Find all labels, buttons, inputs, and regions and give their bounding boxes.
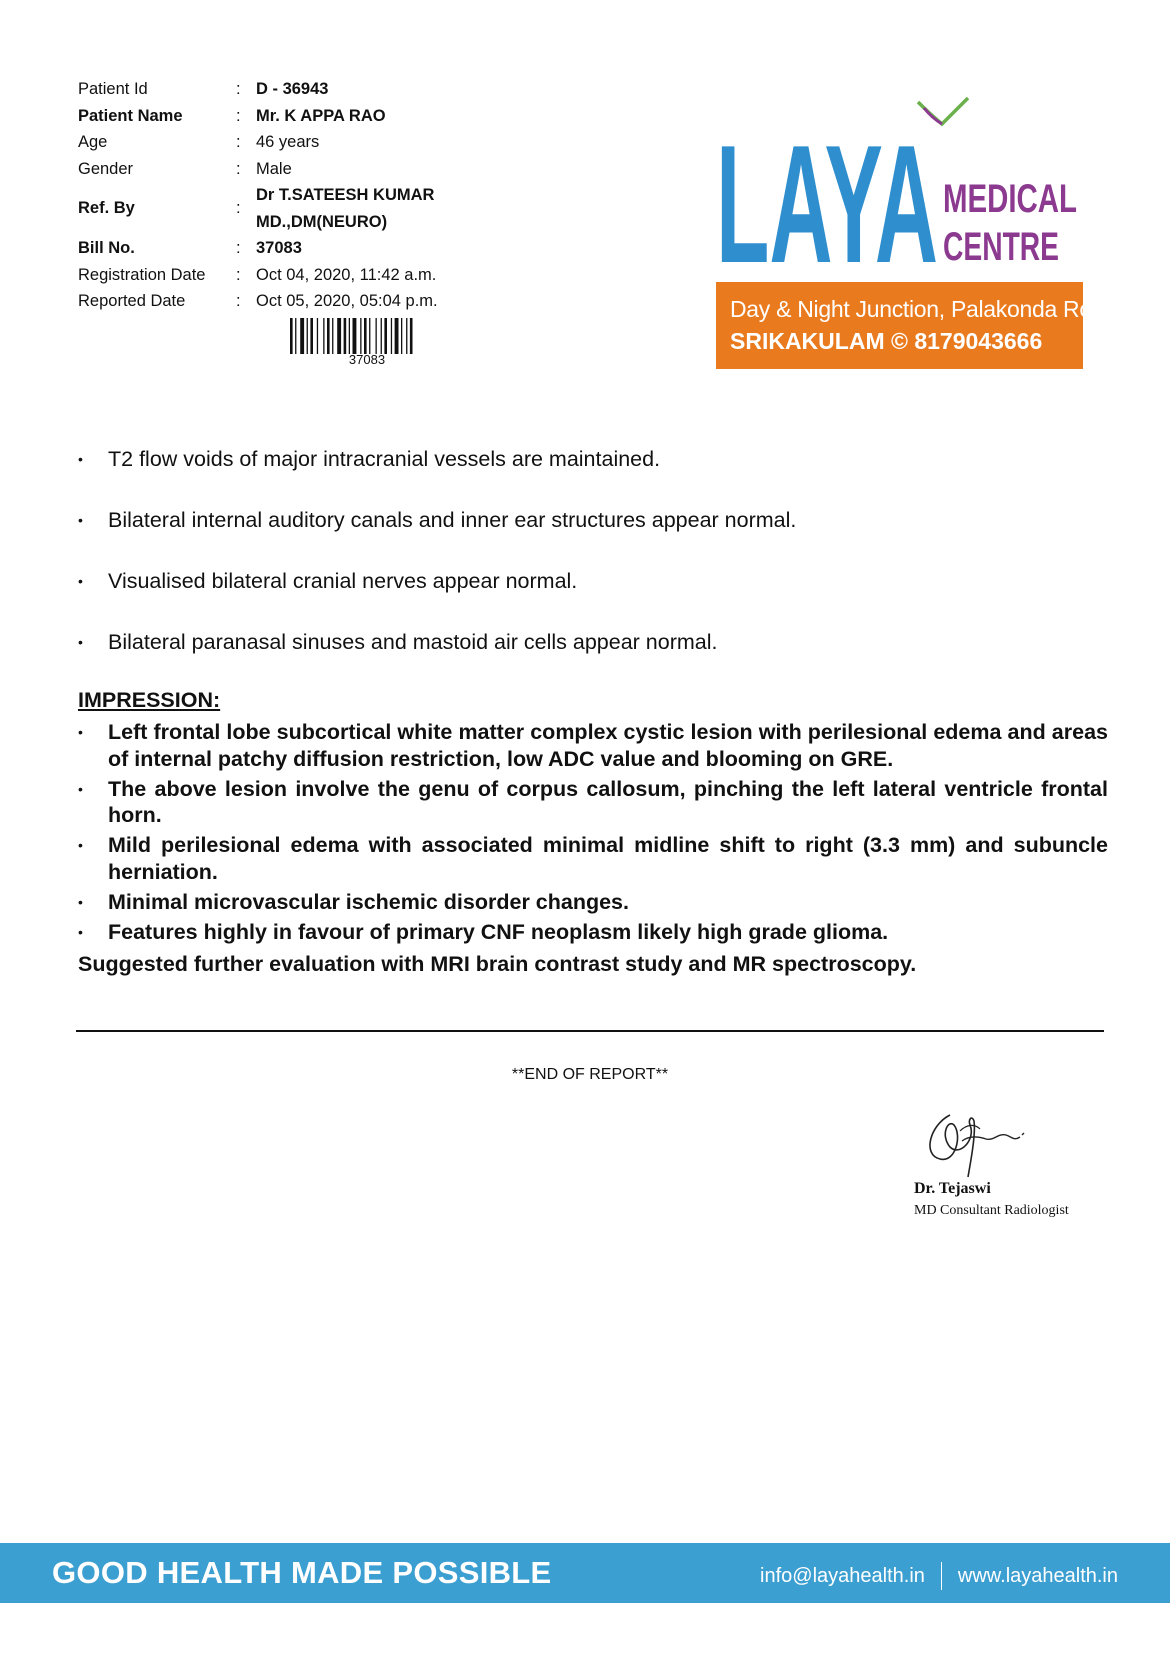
registration-date-row: [78, 262, 438, 289]
footer-email[interactable]: info@layahealth.in: [760, 1564, 925, 1587]
barcode-bar: [349, 318, 350, 354]
logo-city-phone: SRIKAKULAM © 8179043666: [730, 328, 1043, 354]
logo-line1: MEDICAL: [943, 177, 1077, 221]
age-row: [78, 129, 438, 156]
barcode-bar: [290, 318, 293, 354]
barcode-bar: [401, 318, 402, 354]
logo-address: Day & Night Junction, Palakonda Road,: [730, 296, 1123, 322]
footer-website[interactable]: www.layahealth.in: [957, 1564, 1118, 1587]
footer-separator: [941, 1562, 942, 1590]
impression-item: • Mild perilesional edema with associated minimal midline shift to right (3.3 mm) and subuncle herniation.: [78, 832, 1108, 885]
end-of-report: **END OF REPORT**: [511, 1066, 669, 1083]
barcode-bar: [323, 318, 324, 354]
registration-date-label: Registration Date: [78, 265, 206, 284]
patient-name-label: Patient Name: [78, 106, 183, 125]
colon: :: [236, 106, 241, 125]
barcode-bars: [288, 318, 446, 354]
patient-name-row: [78, 103, 438, 130]
findings-list: [78, 445, 1108, 689]
barcode-bar: [381, 318, 382, 354]
barcode-bar: [317, 318, 318, 354]
logo-address-band: [716, 282, 1123, 369]
finding-item: • T2 flow voids of major intracranial vessels are maintained.: [78, 445, 1108, 506]
gender-label: Gender: [78, 159, 134, 178]
finding-item: • Bilateral paranasal sinuses and mastoid air cells appear normal.: [78, 628, 1108, 689]
impression-item: • The above lesion involve the genu of corpus callosum, pinching the left lateral ventricle frontal horn.: [78, 776, 1108, 829]
logo-brand: LAYA: [716, 110, 938, 270]
colon: :: [236, 133, 241, 151]
signatory-title: MD Consultant Radiologist: [914, 1203, 1069, 1218]
impression-item: • Minimal microvascular ischemic disorder changes.: [78, 889, 1108, 916]
barcode-number: 37083: [348, 352, 386, 367]
finding-item: • Visualised bilateral cranial nerves appear normal.: [78, 567, 1108, 628]
finding-item: • Bilateral internal auditory canals and inner ear structures appear normal.: [78, 506, 1108, 567]
impression-item: • Features highly in favour of primary CNF neoplasm likely high grade glioma.: [78, 919, 1108, 946]
patient-info: [78, 76, 438, 315]
gender-value: Male: [256, 159, 292, 178]
reported-date-value: Oct 05, 2020, 05:04 p.m.: [256, 292, 438, 310]
age-label: Age: [78, 133, 108, 151]
patient-id-value: D - 36943: [256, 80, 329, 98]
signature-image: [910, 1095, 1050, 1185]
bill-value: 37083: [256, 239, 302, 257]
registration-date-value: Oct 04, 2020, 11:42 a.m.: [256, 265, 437, 284]
ref-doctor-degree: MD.,DM(NEURO): [256, 212, 388, 231]
clinic-logo: [716, 80, 1123, 370]
colon: :: [236, 265, 241, 284]
barcode-bar: [395, 318, 399, 354]
impression-item: • Left frontal lobe subcortical white matter complex cystic lesion with perilesional edema and areas of internal patchy diffusion restriction, low ADC value and blooming on GRE.: [78, 719, 1108, 772]
barcode-bar: [344, 318, 347, 354]
barcode-bar: [353, 318, 357, 354]
barcode: [288, 318, 446, 366]
patient-id-row: [78, 76, 438, 103]
barcode-bar: [327, 318, 330, 354]
footer-contacts: [760, 1562, 1118, 1590]
logo-line2: CENTRE: [943, 225, 1059, 269]
barcode-bar: [332, 318, 333, 354]
ref-label: Ref. By: [78, 199, 135, 217]
barcode-bar: [300, 318, 304, 354]
barcode-bar: [369, 318, 370, 354]
suggestion-text: Suggested further evaluation with MRI brain contrast study and MR spectroscopy.: [78, 952, 917, 976]
colon: :: [236, 199, 241, 217]
reported-date-row: [78, 288, 438, 315]
patient-name-value: Mr. K APPA RAO: [256, 106, 386, 125]
ref-row: [78, 182, 438, 235]
gender-row: [78, 156, 438, 183]
barcode-bar: [360, 318, 361, 354]
bill-label: Bill No.: [78, 239, 135, 257]
barcode-bar: [376, 318, 377, 354]
colon: :: [236, 292, 241, 310]
footer-tagline: GOOD HEALTH MADE POSSIBLE: [52, 1555, 552, 1590]
colon: :: [236, 80, 241, 98]
impression-title: IMPRESSION:: [78, 688, 221, 712]
ref-value: [256, 182, 434, 235]
logo-wordmark: [716, 80, 1083, 270]
barcode-bar: [391, 318, 392, 354]
age-value: 46 years: [256, 133, 320, 151]
colon: :: [236, 239, 241, 257]
barcode-bar: [406, 318, 407, 354]
barcode-bar: [307, 318, 308, 354]
reported-date-label: Reported Date: [78, 292, 186, 310]
barcode-bar: [410, 318, 413, 354]
barcode-bar: [364, 318, 367, 354]
barcode-bar: [384, 318, 387, 354]
bill-row: [78, 235, 438, 262]
impression-list: [78, 719, 1108, 949]
barcode-bar: [310, 318, 313, 354]
ref-doctor-name: Dr T.SATEESH KUMAR: [256, 186, 435, 204]
signatory-name: Dr. Tejaswi: [914, 1180, 991, 1197]
divider-line: [76, 1030, 1104, 1032]
footer-band: [0, 1543, 1170, 1603]
barcode-bar: [295, 318, 296, 354]
colon: :: [236, 159, 241, 178]
patient-id-label: Patient Id: [78, 80, 148, 98]
barcode-bar: [337, 318, 341, 354]
